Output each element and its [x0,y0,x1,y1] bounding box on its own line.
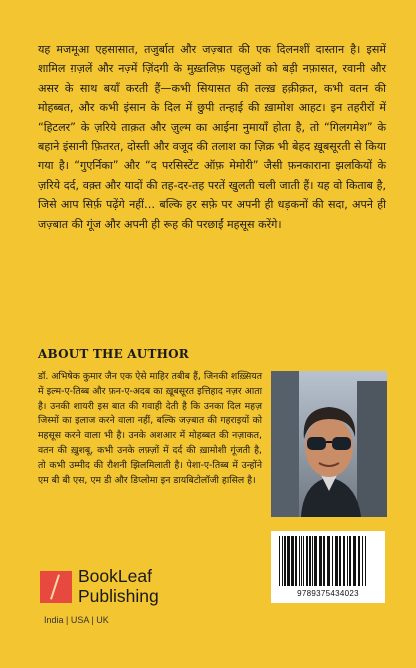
isbn-number: 9789375434023 [297,589,359,598]
barcode-bars [277,536,379,588]
author-bio: डॉ. अभिषेक कुमार जैन एक ऐसे माहिर तबीब हैं, जिनकी शख़्सियत में इल्म-ए-तिब्ब और फ़न-ए-अदब का ख़ूबसूरत इत्तिहाद नज़र आता है। उनकी शायरी इस बात की गवाही देती है कि उनका दिल महज़ जिस्मों का इलाज करने वाला नहीं, बल्कि जज़्बात की गहराइयों को महसूस करने वाला भी है। उनके अशआर में मोहब्बत की नज़ाकत, वतन की ख़ुशबू, कभी उनके लफ़्ज़ों में दर्द की ख़ामोशी गूंजती है, तो कभी उम्मीद की रौशनी झिलमिलाती है। पेशा-ए-तिब्ब में उन्होंने एम बी बी एस, एम डी और डिप्लोमा इन डायबिटोलॉजी हासिल है। [38,371,262,486]
publisher-name-line2: Publishing [78,586,159,606]
publisher-name-line1: BookLeaf [78,566,152,586]
isbn-barcode [271,531,385,603]
author-portrait-image [271,371,387,517]
publisher-regions: India | USA | UK [44,615,109,625]
author-photo [271,371,387,517]
publisher-name [78,566,159,606]
back-cover-blurb: यह मजमूआ एहसासात, तजुर्बात और जज़्बात की एक दिलनशीं दास्तान है। इसमें शामिल ग़ज़लें और नज़्में ज़िंदगी के मुख़्तलिफ़ पहलुओं को बड़ी नफ़ासत, रवानी और असर के साथ बयाँ करती हैं—कभी सियासत की तल्ख़ हक़ीक़त, कभी वतन की मोहब्बत, और कभी इंसान के दिल में छुपी तन्हाई की ख़ामोश आहट। इन तहरीरों में “हिटलर” के ज़रिये ताक़त और ज़ुल्म का आईना नुमायाँ होता है, तो “गिलगमेश” के बहाने इंसानी फ़ितरत, दोस्ती और वजूद की तलाश का ज़िक्र भी बेहद ख़ूबसूरती से किया गया है। “गुएर्निका” और “द परसिस्टेंट ऑफ़ मेमोरी” जैसी फ़नकाराना झलकियों के ज़रिये दर्द, वक़्त और यादों की तह-दर-तह परतें खुलती चली जाती हैं। यह वो किताब है, जिसे आप सिर्फ़ पढ़ेंगे नहीं… बल्कि हर सफ़े पर अपनी ही धड़कनों की सदा, अपने ही जज़्बात की गूंज और अपनी ही रूह की परछाईं महसूस करेंगे। [38,43,386,231]
about-the-author-heading: ABOUT THE AUTHOR [38,347,189,361]
bookleaf-logo-icon [40,571,72,603]
